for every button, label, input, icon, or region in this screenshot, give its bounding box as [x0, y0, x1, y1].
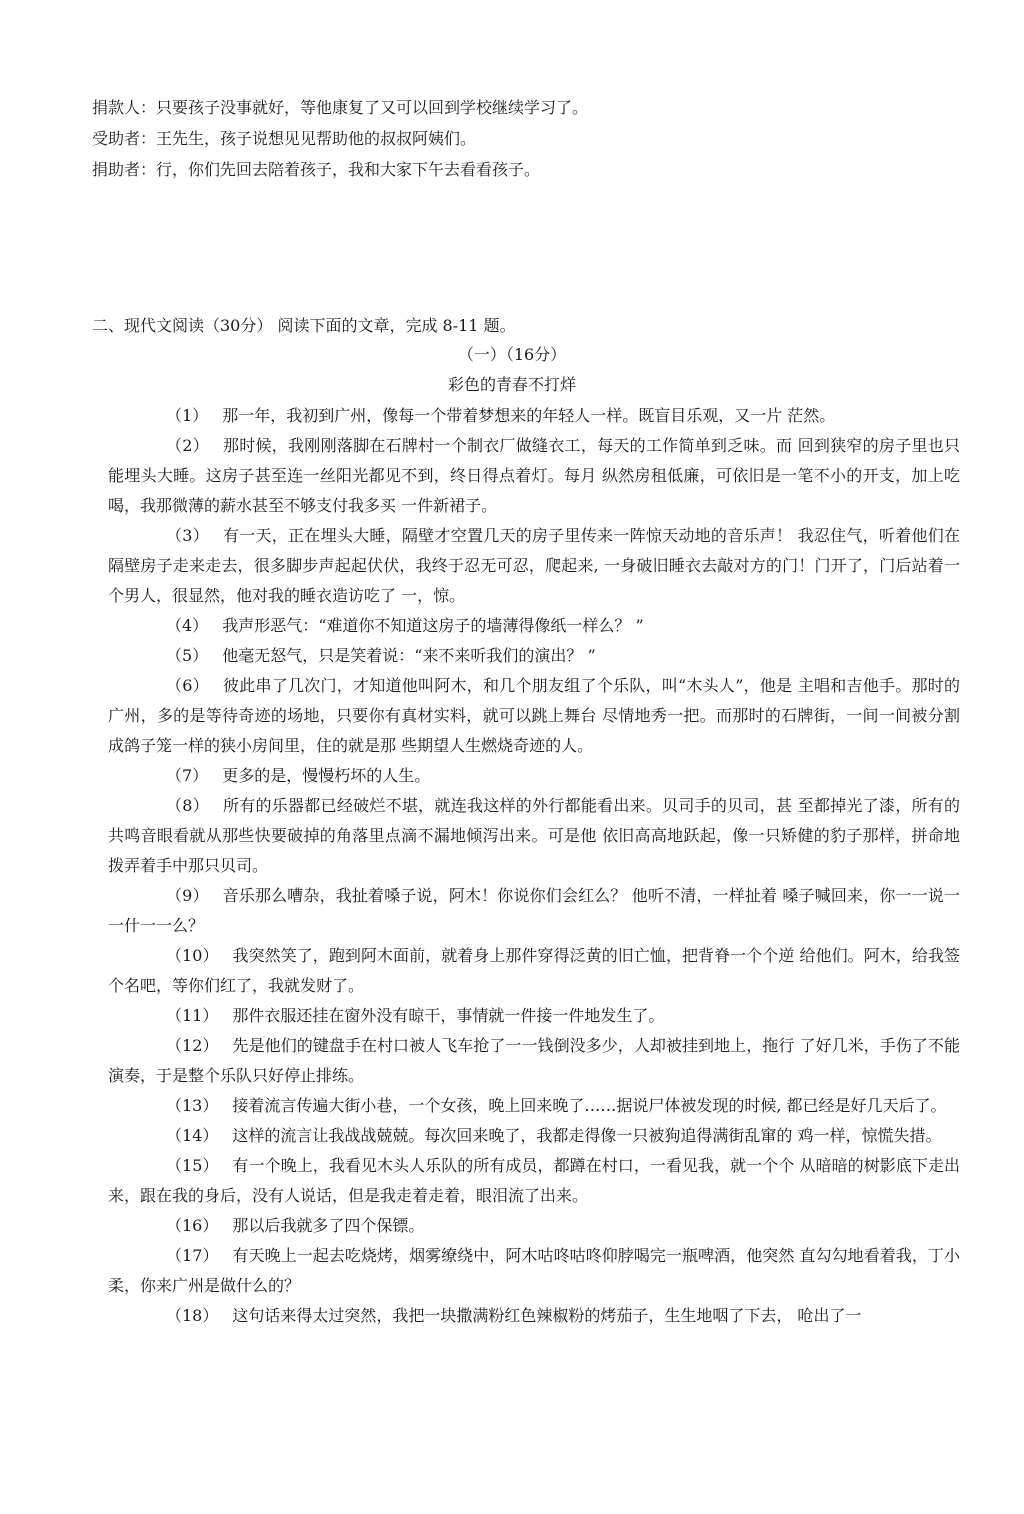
subsection-title: （一）（16分）	[457, 345, 567, 364]
paragraph-text: 我突然笑了，跑到阿木面前，就着身上那件穿得泛黄的旧亡恤，把背脊一个个逆 给他们。阿木，给我签个名吧，等你们红了，我就发财了。	[108, 946, 960, 995]
paragraph-text: 这样的流言让我战战兢兢。每次回来晚了，我都走得像一只被狗追得满街乱窜的 鸡一样，惊慌失措。	[232, 1126, 942, 1145]
section-heading: 二、现代文阅读（30分） 阅读下面的文章，完成 8-11 题。	[92, 316, 516, 335]
paragraph-number: （5）	[166, 646, 209, 665]
paragraph-number: （17）	[166, 1246, 219, 1265]
dialog-line-donor: 捐款人：只要孩子没事就好，等他康复了又可以回到学校继续学习了。	[92, 98, 589, 117]
paragraph-number: （18）	[166, 1306, 219, 1325]
paragraph-number: （15）	[166, 1156, 219, 1175]
paragraph	[108, 1031, 960, 1091]
paragraph	[108, 401, 960, 431]
paragraph	[108, 1001, 960, 1031]
paragraph-text: 有天晚上一起去吃烧烤，烟雾缭绕中，阿木咕咚咕咚仰脖喝完一瓶啤酒，他突然 直勾勾地看着我，丁小柔，你来广州是做什么的？	[108, 1246, 960, 1295]
paragraph-text: 这句话来得太过突然，我把一块撒满粉红色辣椒粉的烤茄子，生生地咽了下去， 呛出了一	[232, 1306, 862, 1325]
paragraph-text: 有一个晚上，我看见木头人乐队的所有成员，都蹲在村口，一看见我，就一个个 从暗暗的树影底下走出来，跟在我的身后，没有人说话，但是我走着走着，眼泪流了出来。	[108, 1156, 960, 1205]
paragraph-number: （3）	[166, 526, 209, 545]
paragraph-number: （8）	[166, 796, 209, 815]
paragraph-text: 有一天，正在埋头大睡，隔壁才空置几天的房子里传来一阵惊天动地的音乐声！ 我忍住气，听着他们在隔壁房子走来走去，很多脚步声起起伏伏，我终于忍无可忍，爬起来, 一身破旧睡衣去敲对方的门！门开了，门后站着一个男人，很显然，他对我的睡衣造访吃了 一，惊。	[108, 526, 960, 605]
paragraph-text: 那一年，我初到广州，像每一个带着梦想来的年轻人一样。既盲目乐观，又一片 茫然。	[222, 406, 836, 425]
paragraph	[108, 1091, 960, 1121]
dialog-line-helper: 捐助者：行，你们先回去陪着孩子，我和大家下午去看看孩子。	[92, 160, 541, 179]
paragraph-text: 那时候，我刚刚落脚在石牌村一个制衣厂做缝衣工，每天的工作简单到乏味。而 回到狭窄的房子里也只能埋头大睡。这房子甚至连一丝阳光都见不到，终日得点着灯。每月 纵然房租低廉，可依旧是一笔不小的开支，加上吃喝，我那微薄的薪水甚至不够支付我多买 一件新裙子。	[108, 436, 960, 515]
paragraph	[108, 611, 960, 641]
dialog-block	[92, 92, 972, 185]
paragraph	[108, 431, 960, 521]
paragraph-number: （14）	[166, 1126, 219, 1145]
paragraph-number: （16）	[166, 1216, 219, 1235]
paragraph	[108, 1241, 960, 1301]
paragraph-number: （12）	[166, 1036, 219, 1055]
paragraph	[108, 1121, 960, 1151]
dialog-line-recipient: 受助者：王先生，孩子说想见见帮助他的叔叔阿姨们。	[92, 129, 477, 148]
paragraph-text: 那件衣服还挂在窗外没有晾干，事情就一件接一件地发生了。	[232, 1006, 665, 1025]
paragraph-text: 那以后我就多了四个保镖。	[232, 1216, 425, 1235]
paragraph	[108, 1151, 960, 1211]
paragraph-text: 先是他们的键盘手在村口被人飞车抢了一一钱倒没多少，人却被挂到地上，拖行 了好几米，手伤了不能演奏，于是整个乐队只好停止排练。	[108, 1036, 960, 1085]
paragraph-text: 更多的是，慢慢朽坏的人生。	[222, 766, 431, 785]
paragraph	[108, 671, 960, 761]
paragraph-number: （9）	[166, 886, 209, 905]
paragraph-number: （1）	[166, 406, 209, 425]
paragraph-number: （11）	[166, 1006, 219, 1025]
paragraph	[108, 1301, 960, 1331]
paragraph-text: 所有的乐器都已经破烂不堪，就连我这样的外行都能看出来。贝司手的贝司，甚 至都掉光了漆，所有的共鸣音眼看就从那些快要破掉的角落里点滴不漏地倾泻出来。可是他 依旧高高地跃起，像一只矫健的豹子那样，拼命地拨弄着手中那只贝司。	[108, 796, 960, 875]
paragraph	[108, 641, 960, 671]
paragraph	[108, 791, 960, 881]
paragraph	[108, 941, 960, 1001]
paragraph-number: （13）	[166, 1096, 219, 1115]
paragraph	[108, 521, 960, 611]
paragraph	[108, 1211, 960, 1241]
paragraph-number: （2）	[166, 436, 209, 455]
paragraph-text: 他毫无怒气，只是笑着说：“来不来听我们的演出？ ”	[222, 646, 596, 665]
paragraph-number: （6）	[166, 676, 209, 695]
paragraph-number: （10）	[166, 946, 219, 965]
paragraph-number: （7）	[166, 766, 209, 785]
paragraph-text: 音乐那么嘈杂，我扯着嗓子说，阿木！你说你们会红么？ 他听不清，一样扯着 嗓子喊回来，你一一说一一什一一么？	[108, 886, 960, 935]
article-body	[108, 401, 960, 1331]
paragraph-text: 我声形恶气：“难道你不知道这房子的墙薄得像纸一样么？ ”	[222, 616, 644, 635]
paragraph-number: （4）	[166, 616, 209, 635]
paragraph-text: 接着流言传遍大街小巷，一个女孩，晚上回来晚了……据说尸体被发现的时候, 都已经是好几天后了。	[232, 1096, 947, 1115]
paragraph	[108, 761, 960, 791]
article-title: 彩色的青春不打烊	[447, 375, 576, 394]
paragraph	[108, 881, 960, 941]
paragraph-text: 彼此串了几次门，才知道他叫阿木，和几个朋友组了个乐队，叫“木头人”，他是 主唱和吉他手。那时的广州，多的是等待奇迹的场地，只要你有真材实料，就可以跳上舞台 尽情地秀一把。而那时的石牌街，一间一间被分割成鸽子笼一样的狭小房间里，住的就是那 些期望人生燃烧奇迹的人。	[108, 676, 960, 755]
